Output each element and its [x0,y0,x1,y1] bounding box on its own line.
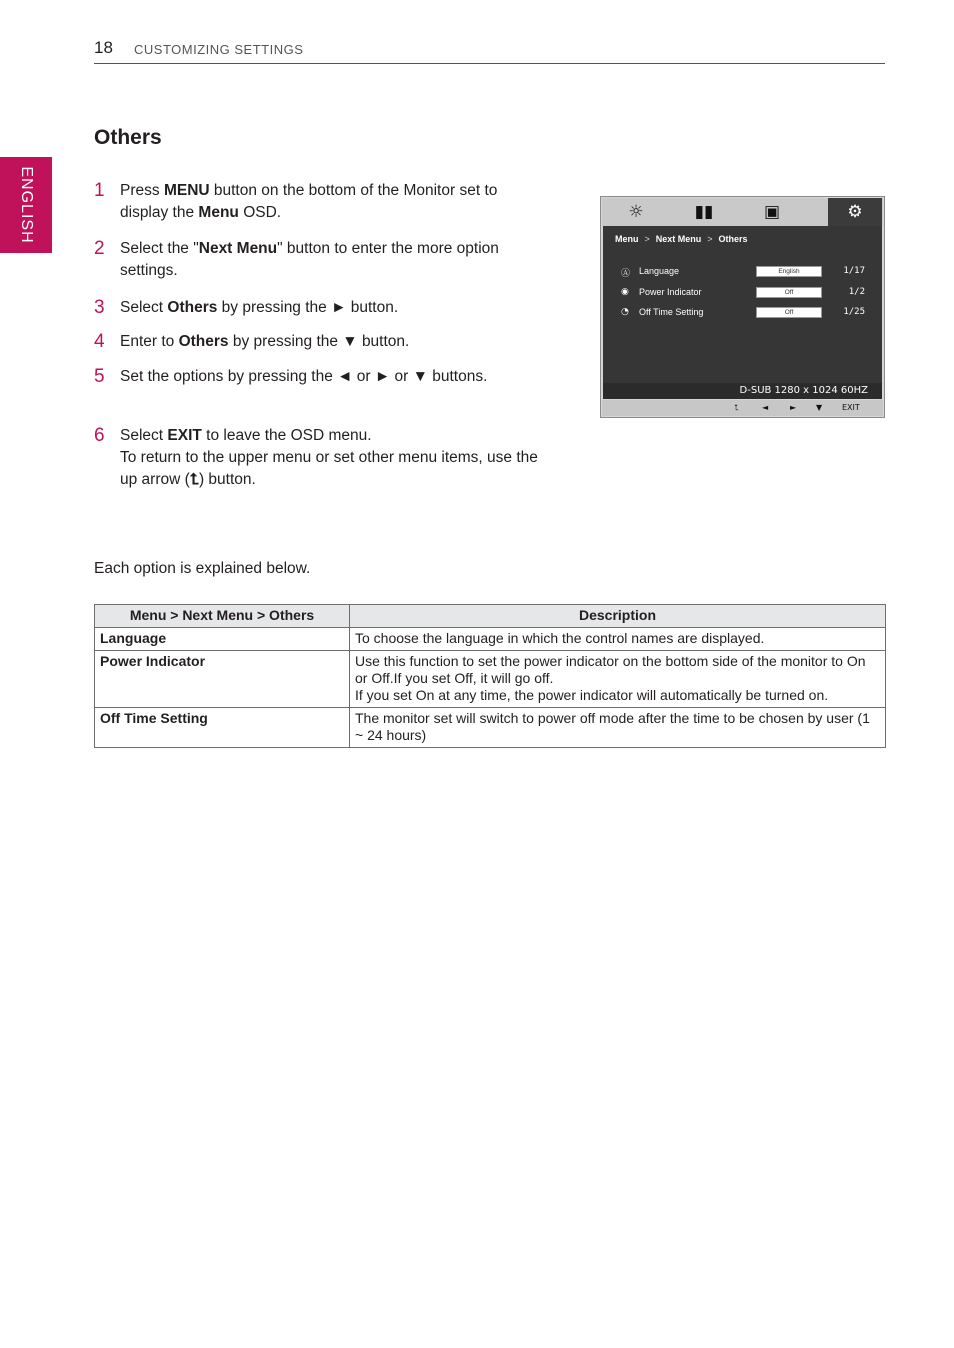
osd-option-value: Off [756,287,822,298]
osd-option-count: 1/17 [843,266,865,276]
down-arrow-icon: ▼ [816,403,823,412]
step-text: Set the options by pressing the ◄ or ► or ▼ buttons. [120,368,488,385]
step-number: 6 [94,425,105,446]
up-arrow-icon: ⮤ [734,403,739,412]
osd-breadcrumb [615,234,748,244]
table-header-menu: Menu > Next Menu > Others [95,605,350,628]
side-tab-label: ENGLISH [18,166,35,244]
table-header-row [95,605,886,628]
option-description: To choose the language in which the control names are displayed. [350,628,886,651]
osd-status-bar [603,383,882,399]
power-icon: ◉ [621,286,629,297]
osd-tab [738,198,806,226]
breadcrumb-item: Others [718,234,748,244]
osd-tab [602,198,670,226]
step-text: Enter to Others by pressing the ▼ button. [120,333,410,350]
table-row [95,628,886,651]
options-table [94,604,886,748]
option-description: Use this function to set the power indicator on the bottom side of the monitor to On or Off.If you set Off, it will go off. If you set On at any time, the power indicator will automatically be turned on. [350,651,886,708]
osd-option-label: Language [639,266,680,276]
osd-option-row [621,307,871,328]
osd-option-row [621,266,871,287]
osd-option-count: 1/2 [848,286,865,297]
exit-label: EXIT [842,403,860,412]
osd-option-label: Power Indicator [639,286,702,297]
option-name: Power Indicator [95,651,350,708]
step-text: Select the "Next Menu" button to enter the more option settings. [120,240,499,279]
osd-option-list [621,266,871,328]
breadcrumb-item: Next Menu [655,234,702,244]
brightness-icon: ☼ [628,202,644,222]
osd-tab [828,198,882,226]
step-number: 2 [94,238,105,259]
table-row [95,708,886,748]
step-number: 1 [94,180,105,201]
step-item [94,238,540,282]
settings-icon: ⚙ [847,202,863,222]
page-header [94,38,885,64]
step-item [94,331,540,353]
section-name: CUSTOMIZING SETTINGS [134,42,304,57]
language-side-tab [0,157,52,253]
osd-status-text: D-SUB 1280 x 1024 60HZ [739,385,868,396]
breadcrumb-item: Menu [615,234,639,244]
step-number: 5 [94,366,105,387]
option-description: The monitor set will switch to power off mode after the time to be chosen by user (1 ~ 24 hours) [350,708,886,748]
step-item [94,425,540,491]
picture-icon: ▮▮ [694,202,714,222]
osd-tab-bar [602,198,883,226]
table-header-description: Description [350,605,886,628]
osd-option-label: Off Time Setting [639,307,704,317]
page-number: 18 [94,38,113,57]
language-icon: Ⓐ [621,269,631,279]
step-item [94,366,540,388]
step-text: Select Others by pressing the ► button. [120,299,399,316]
step-item [94,297,540,319]
color-icon: ▣ [763,202,781,222]
osd-option-value: English [756,266,822,277]
osd-option-row [621,287,871,308]
timer-icon: ◔ [621,307,629,317]
osd-menu-image [600,196,885,418]
step-text: Select EXIT to leave the OSD menu. To return to the upper menu or set other menu items, use the up arrow (⮤) button. [120,427,538,488]
breadcrumb-separator: > [707,234,713,244]
osd-option-value: Off [756,307,822,318]
option-name: Off Time Setting [95,708,350,748]
step-number: 3 [94,297,105,318]
osd-option-count: 1/25 [843,307,865,317]
step-text: Press MENU button on the bottom of the Monitor set to display the Menu OSD. [120,182,498,221]
breadcrumb-separator: > [644,234,650,244]
osd-button-bar [602,400,883,416]
table-row [95,651,886,708]
right-arrow-icon: ► [790,403,797,412]
page-title: Others [94,126,162,149]
option-name: Language [95,628,350,651]
left-arrow-icon: ◄ [762,403,769,412]
intro-text: Each option is explained below. [94,560,311,577]
step-item [94,180,540,224]
osd-body [603,226,882,383]
osd-tab [670,198,738,226]
step-number: 4 [94,331,105,352]
